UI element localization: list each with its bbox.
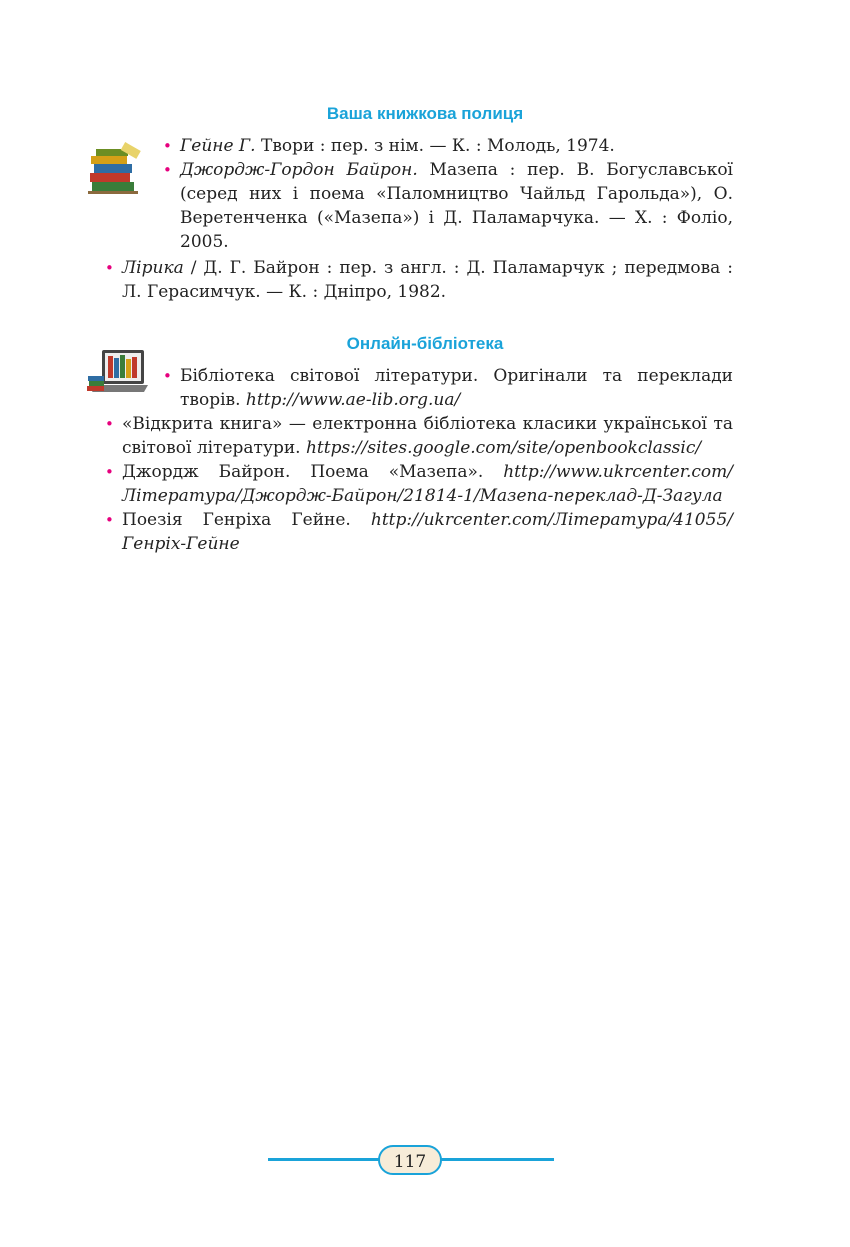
resource-description: Джордж Байрон. Поема «Мазепа». [122, 462, 504, 482]
book-author: Джордж-Гордон Байрон. [180, 160, 418, 180]
laptop-books-icon [86, 348, 148, 398]
resource-link[interactable]: https://sites.google.com/site/openbookclassic/ [305, 438, 702, 458]
bullet-icon: • [105, 463, 114, 481]
list-item [105, 460, 733, 508]
list-item [163, 134, 733, 158]
bullet-icon: • [163, 367, 172, 385]
resource-link[interactable]: http://www.ukrcenter.com/Література/Джордж-Байрон/21814-1/Мазепа-переклад-Д-Загула [122, 462, 733, 506]
resource-description: Поезія Генріха Гейне. [122, 510, 371, 530]
footer-line-right [440, 1158, 554, 1161]
resource-description: Бібліотека світової літератури. Оригінали та переклади творів. [180, 366, 733, 410]
book-description: / Д. Г. Байрон : пер. з англ. : Д. Паламарчук ; передмова : Л. Герасимчук. — К. : Дніпро, 1982. [122, 258, 733, 302]
bullet-icon: • [105, 259, 114, 277]
section-title-online-library: Онлайн-бібліотека [346, 334, 504, 353]
resource-link[interactable]: http://www.ae-lib.org.ua/ [245, 390, 461, 410]
bookshelf-list [105, 256, 733, 304]
books-stack-icon [86, 142, 146, 198]
list-item [163, 158, 733, 254]
bullet-icon: • [105, 415, 114, 433]
book-description: Мазепа : пер. В. Богуславської (серед них і поема «Паломництво Чайльд Гарольда»), О. Веретенченка («Мазепа») і Д. Паламарчука. — Х. : Фоліо, 2005. [180, 160, 733, 252]
list-item [105, 508, 733, 556]
book-author: Гейне Г. [180, 136, 256, 156]
resource-description: «Відкрита книга» — електронна бібліотека класики української та світової літератури. [122, 414, 733, 458]
bullet-icon: • [105, 511, 114, 529]
list-item [163, 364, 733, 412]
book-description: Твори : пер. з нім. — К. : Молодь, 1974. [255, 136, 615, 156]
bookshelf-list-indented [163, 134, 733, 254]
section-title-bookshelf: Ваша книжкова полиця [326, 104, 524, 123]
list-item [105, 412, 733, 460]
book-author: Лірика [122, 258, 184, 278]
resource-link[interactable]: http://ukrcenter.com/Література/41055/Генріх-Гейне [122, 510, 733, 554]
bullet-icon: • [163, 137, 172, 155]
bullet-icon: • [163, 161, 172, 179]
online-list [105, 412, 733, 556]
online-list-indented [163, 364, 733, 412]
page-number: 117 [378, 1145, 442, 1175]
list-item [105, 256, 733, 304]
footer-line-left [268, 1158, 380, 1161]
